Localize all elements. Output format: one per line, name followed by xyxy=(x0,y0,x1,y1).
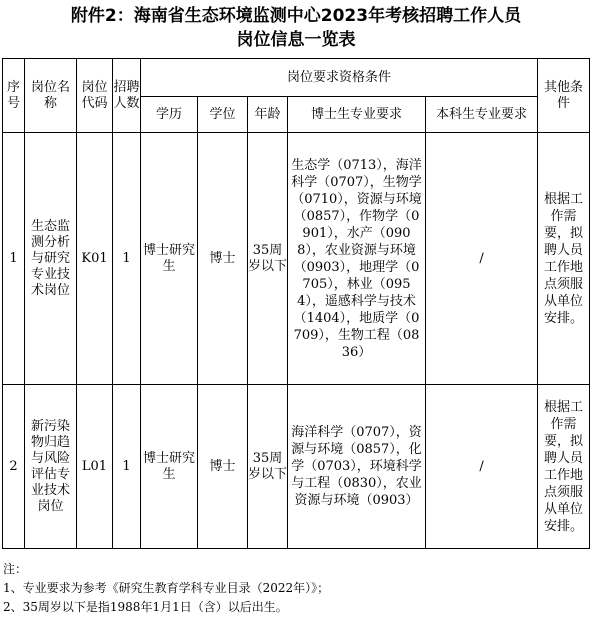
header-requirements: 岗位要求资格条件 xyxy=(141,59,538,97)
table-row xyxy=(3,133,590,385)
header-education: 学历 xyxy=(141,97,198,133)
footnotes xyxy=(3,560,329,617)
cell-degree: 博士 xyxy=(198,385,248,549)
header-row-1 xyxy=(3,59,590,97)
header-degree: 学位 xyxy=(198,97,248,133)
cell-seq: 2 xyxy=(3,385,25,549)
cell-post-code: K01 xyxy=(77,133,113,385)
table-row xyxy=(3,385,590,549)
cell-other: 根据工作需要，拟聘人员工作地点须服从单位安排。 xyxy=(538,385,590,549)
cell-age: 35周岁以下 xyxy=(248,133,288,385)
cell-phd-major: 海洋科学（0707），资源与环境（0857），化学（0703），环境科学与工程（0830），农业资源与环境（0903） xyxy=(288,385,426,549)
cell-education: 博士研究生 xyxy=(141,385,198,549)
header-age: 年龄 xyxy=(248,97,288,133)
cell-post-name: 生态监测分析与研究专业技术岗位 xyxy=(25,133,77,385)
recruitment-table xyxy=(2,58,590,549)
title-line-1: 附件2：海南省生态环境监测中心2023年考核招聘工作人员 xyxy=(70,6,522,26)
cell-age: 35周岁以下 xyxy=(248,385,288,549)
cell-undergrad-major: / xyxy=(426,385,538,549)
note-2: 2、35周岁以下是指1988年1月1日（含）以后出生。 xyxy=(3,600,288,614)
notes-label: 注： xyxy=(3,562,28,576)
cell-seq: 1 xyxy=(3,133,25,385)
header-post-name: 岗位名称 xyxy=(25,59,77,133)
cell-undergrad-major: / xyxy=(426,133,538,385)
document-title xyxy=(0,4,592,52)
header-post-code: 岗位代码 xyxy=(77,59,113,133)
cell-education: 博士研究生 xyxy=(141,133,198,385)
header-phd-major: 博士生专业要求 xyxy=(288,97,426,133)
cell-phd-major: 生态学（0713），海洋科学（0707），生物学（0710），资源与环境（0857），作物学（0901），水产（0908），农业资源与环境（0903），地理学（0705），林业（0954），遥感科学与技术（1404），地质学（0709），生物工程（0836） xyxy=(288,133,426,385)
title-line-2: 岗位信息一览表 xyxy=(236,30,356,50)
header-other: 其他条件 xyxy=(538,59,590,133)
header-undergrad-major: 本科生专业要求 xyxy=(426,97,538,133)
cell-degree: 博士 xyxy=(198,133,248,385)
cell-quota: 1 xyxy=(113,385,141,549)
header-quota: 招聘人数 xyxy=(113,59,141,133)
cell-quota: 1 xyxy=(113,133,141,385)
header-seq: 序号 xyxy=(3,59,25,133)
cell-post-name: 新污染物归趋与风险评估专业技术岗位 xyxy=(25,385,77,549)
note-1: 1、专业要求为参考《研究生教育学科专业目录（2022年）》； xyxy=(3,581,330,595)
cell-other: 根据工作需要，拟聘人员工作地点须服从单位安排。 xyxy=(538,133,590,385)
cell-post-code: L01 xyxy=(77,385,113,549)
